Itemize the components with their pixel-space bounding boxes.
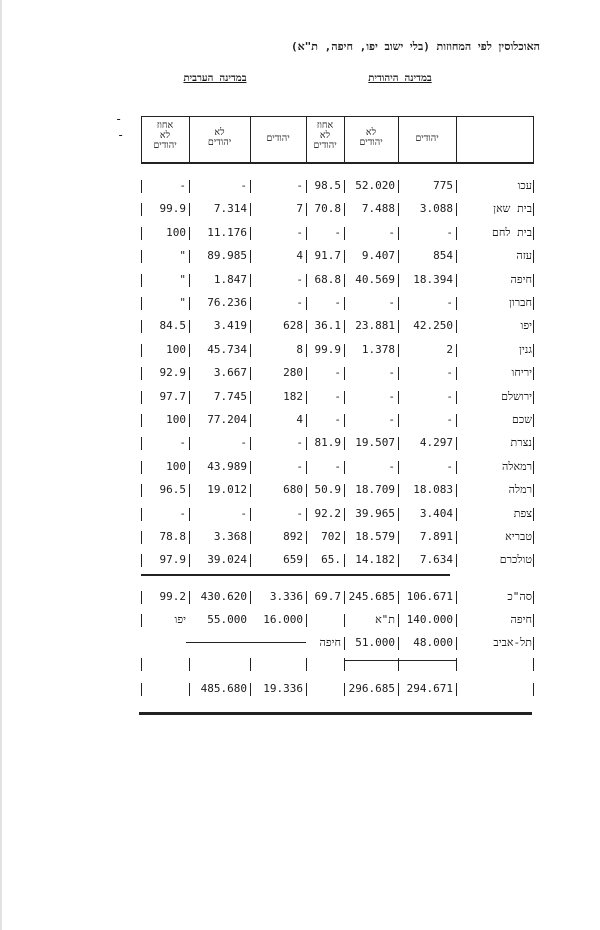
cell-a-pct: 92.9 bbox=[159, 366, 186, 379]
cell-separator bbox=[456, 508, 457, 521]
cell-separator bbox=[456, 227, 457, 240]
row-label: רמאלה bbox=[502, 460, 532, 473]
cell-jews: - bbox=[446, 296, 453, 309]
cell-jews: - bbox=[446, 366, 453, 379]
cell-separator bbox=[306, 614, 307, 627]
cell-a-non_jews: 7.745 bbox=[213, 390, 247, 403]
cell-separator bbox=[456, 614, 457, 627]
cell-separator bbox=[533, 591, 534, 604]
cell-a-pct: " bbox=[179, 296, 186, 309]
telaviv-separator bbox=[186, 642, 306, 643]
cell-a-jews: - bbox=[296, 436, 303, 449]
cell-non-jews: 23.881 bbox=[355, 319, 395, 332]
cell-a-pct: 78.8 bbox=[159, 530, 186, 543]
cell-separator bbox=[456, 391, 457, 404]
row-label: טבריא bbox=[505, 530, 532, 543]
row-label: גנין bbox=[519, 343, 532, 356]
cell-jews: - bbox=[446, 390, 453, 403]
header-top-rule bbox=[141, 116, 534, 117]
header-jews: יהודים bbox=[415, 133, 439, 144]
cell-a-jews: 659 bbox=[283, 553, 303, 566]
header-arab-jews: יהודים bbox=[266, 133, 290, 144]
row-label: עזה bbox=[516, 249, 532, 262]
margin-mark: - bbox=[115, 112, 123, 126]
cell-separator bbox=[533, 437, 534, 450]
cell-a-pct: 97.7 bbox=[159, 390, 186, 403]
cell-separator bbox=[456, 461, 457, 474]
cell-a-jews: - bbox=[296, 296, 303, 309]
arab-state-heading: במדינה הערבית bbox=[183, 73, 247, 84]
header-col-border bbox=[456, 116, 457, 163]
cell-pct: 70.8 bbox=[314, 202, 341, 215]
cell-a-pct: - bbox=[179, 507, 186, 520]
cell-a-non_jews: 43.989 bbox=[207, 460, 247, 473]
cell-separator bbox=[141, 683, 142, 696]
jewish-state-heading: במדינה היהודית bbox=[368, 73, 432, 84]
cell-pct: 99.9 bbox=[314, 343, 341, 356]
cell-separator bbox=[141, 658, 142, 671]
cell-a-pct: 100 bbox=[166, 413, 186, 426]
cell-a-pct: יפו bbox=[174, 613, 186, 626]
cell-a-pct: 97.9 bbox=[159, 553, 186, 566]
cell-jews: 7.634 bbox=[419, 553, 453, 566]
cell-pct: 65. bbox=[321, 553, 341, 566]
cell-non-jews: 14.182 bbox=[355, 553, 395, 566]
cell-separator bbox=[533, 203, 534, 216]
cell-a-non_jews: 11.176 bbox=[207, 226, 247, 239]
cell-non-jews: ת"א bbox=[375, 613, 395, 626]
cell-a-non_jews: - bbox=[240, 436, 247, 449]
cell-separator bbox=[456, 203, 457, 216]
cell-jews: 18.394 bbox=[413, 273, 453, 286]
totals-separator bbox=[141, 574, 450, 576]
row-label: תל-אביב bbox=[493, 636, 532, 649]
cell-separator bbox=[250, 658, 251, 671]
cell-a-non_jews: 45.734 bbox=[207, 343, 247, 356]
cell-separator bbox=[533, 180, 534, 193]
row-label: צפת bbox=[513, 507, 532, 520]
cell-non-jews: 19.507 bbox=[355, 436, 395, 449]
cell-separator bbox=[456, 683, 457, 696]
cell-separator bbox=[456, 320, 457, 333]
page-title: האוכלוסין לפי המחוזות (בלי ישוב יפו, חיפה, ת"א) bbox=[290, 40, 540, 53]
cell-a-non_jews: 76.236 bbox=[207, 296, 247, 309]
cell-pct: 50.9 bbox=[314, 483, 341, 496]
cell-separator bbox=[456, 414, 457, 427]
row-label: חיפה bbox=[510, 273, 532, 286]
cell-separator bbox=[456, 367, 457, 380]
cell-a-pct: 100 bbox=[166, 460, 186, 473]
cell-separator bbox=[533, 227, 534, 240]
cell-separator bbox=[456, 484, 457, 497]
cell-pct: 81.9 bbox=[314, 436, 341, 449]
cell-separator bbox=[533, 274, 534, 287]
cell-non-jews: 245.685 bbox=[348, 590, 395, 603]
cell-non-jews: - bbox=[388, 296, 395, 309]
cell-non-jews: 51.000 bbox=[355, 636, 395, 649]
row-label: טולכרם bbox=[499, 553, 532, 566]
cell-non-jews: 1.378 bbox=[361, 343, 395, 356]
cell-a-jews: - bbox=[296, 507, 303, 520]
cell-a-jews: 3.336 bbox=[269, 590, 303, 603]
cell-a-non_jews: 430.620 bbox=[200, 590, 247, 603]
cell-separator bbox=[533, 250, 534, 263]
cell-pct: 92.2 bbox=[314, 507, 341, 520]
cell-a-jews: - bbox=[296, 273, 303, 286]
cell-a-pct: - bbox=[179, 179, 186, 192]
cell-a-non_jews: 3.419 bbox=[213, 319, 247, 332]
cell-separator bbox=[533, 637, 534, 650]
cell-jews: 2 bbox=[446, 343, 453, 356]
cell-non-jews: 18.709 bbox=[355, 483, 395, 496]
cell-a-non_jews: 7.314 bbox=[213, 202, 247, 215]
cell-jews: 106.671 bbox=[406, 590, 453, 603]
cell-a-jews: - bbox=[296, 226, 303, 239]
cell-a-pct: 100 bbox=[166, 226, 186, 239]
cell-non-jews: 7.488 bbox=[361, 202, 395, 215]
cell-a-pct: 96.5 bbox=[159, 483, 186, 496]
cell-separator bbox=[533, 531, 534, 544]
cell-non-jews: 39.965 bbox=[355, 507, 395, 520]
cell-pct: - bbox=[334, 460, 341, 473]
cell-separator bbox=[456, 637, 457, 650]
cell-a-non_jews: 39.024 bbox=[207, 553, 247, 566]
grand-a-jews: 19.336 bbox=[263, 682, 303, 695]
cell-a-pct: 99.9 bbox=[159, 202, 186, 215]
cell-a-non_jews: 55.000 bbox=[207, 613, 247, 626]
cell-separator bbox=[533, 658, 534, 671]
cell-a-non_jews: 19.012 bbox=[207, 483, 247, 496]
cell-pct: 98.5 bbox=[314, 179, 341, 192]
cell-separator bbox=[533, 297, 534, 310]
row-label: חיפה bbox=[510, 613, 532, 626]
cell-pct: - bbox=[334, 390, 341, 403]
cell-separator bbox=[189, 658, 190, 671]
header-pct-non-jews: אחוז לא יהודים bbox=[313, 120, 337, 151]
cell-separator bbox=[533, 367, 534, 380]
row-label: ירושלם bbox=[501, 390, 532, 403]
cell-pct: - bbox=[334, 226, 341, 239]
cell-separator bbox=[456, 531, 457, 544]
cell-pct: 91.7 bbox=[314, 249, 341, 262]
cell-jews: 18.083 bbox=[413, 483, 453, 496]
cell-separator bbox=[456, 437, 457, 450]
cell-pct: 69.7 bbox=[314, 590, 341, 603]
cell-a-jews: 892 bbox=[283, 530, 303, 543]
cell-a-non_jews: 77.204 bbox=[207, 413, 247, 426]
cell-non-jews: - bbox=[388, 413, 395, 426]
cell-jews: 7.891 bbox=[419, 530, 453, 543]
cell-jews: - bbox=[446, 413, 453, 426]
grand-separator bbox=[344, 660, 456, 661]
cell-separator bbox=[533, 683, 534, 696]
cell-a-jews: 4 bbox=[296, 249, 303, 262]
row-label: נצרת bbox=[510, 436, 532, 449]
grand-non-jews: 296.685 bbox=[348, 682, 395, 695]
row-label: בית לחם bbox=[491, 226, 532, 239]
cell-a-non_jews: - bbox=[240, 507, 247, 520]
cell-separator bbox=[533, 391, 534, 404]
margin-mark: - bbox=[117, 128, 125, 142]
cell-separator bbox=[306, 658, 307, 671]
cell-separator bbox=[306, 683, 307, 696]
cell-non-jews: 9.407 bbox=[361, 249, 395, 262]
cell-non-jews: - bbox=[388, 226, 395, 239]
cell-separator bbox=[533, 508, 534, 521]
header-arab-pct-non-jews: אחוז לא יהודים bbox=[153, 120, 177, 151]
cell-a-non_jews: 1.847 bbox=[213, 273, 247, 286]
cell-a-non_jews: 3.667 bbox=[213, 366, 247, 379]
row-label: יפו bbox=[520, 319, 532, 332]
cell-jews: 4.297 bbox=[419, 436, 453, 449]
cell-a-jews: - bbox=[296, 179, 303, 192]
cell-a-non_jews: 3.368 bbox=[213, 530, 247, 543]
table-bottom-rule bbox=[139, 712, 532, 715]
cell-pct: - bbox=[334, 366, 341, 379]
cell-a-jews: - bbox=[296, 460, 303, 473]
cell-separator bbox=[456, 180, 457, 193]
cell-separator bbox=[456, 658, 457, 671]
cell-non-jews: 52.020 bbox=[355, 179, 395, 192]
cell-a-non_jews: - bbox=[240, 179, 247, 192]
cell-separator bbox=[533, 320, 534, 333]
row-label: חברון bbox=[509, 296, 532, 309]
cell-separator bbox=[533, 461, 534, 474]
row-label: בית שאן bbox=[493, 202, 532, 215]
cell-separator bbox=[456, 250, 457, 263]
cell-non-jews: - bbox=[388, 390, 395, 403]
cell-non-jews: 40.569 bbox=[355, 273, 395, 286]
cell-non-jews: - bbox=[388, 460, 395, 473]
cell-a-jews: 280 bbox=[283, 366, 303, 379]
header-non-jews: לא יהודים bbox=[359, 127, 383, 148]
header-bottom-rule bbox=[141, 162, 534, 164]
cell-a-jews: 680 bbox=[283, 483, 303, 496]
cell-jews: 775 bbox=[433, 179, 453, 192]
cell-pct: חיפה bbox=[319, 636, 341, 649]
cell-a-pct: 84.5 bbox=[159, 319, 186, 332]
row-label: עכו bbox=[517, 179, 532, 192]
cell-a-jews: 4 bbox=[296, 413, 303, 426]
cell-non-jews: 18.579 bbox=[355, 530, 395, 543]
cell-separator bbox=[456, 554, 457, 567]
cell-jews: 854 bbox=[433, 249, 453, 262]
cell-separator bbox=[456, 297, 457, 310]
cell-separator bbox=[533, 614, 534, 627]
cell-non-jews: - bbox=[388, 366, 395, 379]
cell-a-jews: 8 bbox=[296, 343, 303, 356]
cell-a-jews: 182 bbox=[283, 390, 303, 403]
cell-separator bbox=[456, 274, 457, 287]
cell-a-jews: 16.000 bbox=[263, 613, 303, 626]
cell-jews: 42.250 bbox=[413, 319, 453, 332]
cell-separator bbox=[533, 414, 534, 427]
cell-separator bbox=[456, 591, 457, 604]
cell-separator bbox=[456, 344, 457, 357]
header-arab-non-jews: לא יהודים bbox=[207, 127, 232, 148]
cell-separator bbox=[533, 554, 534, 567]
cell-separator bbox=[533, 344, 534, 357]
cell-jews: 3.088 bbox=[419, 202, 453, 215]
row-label: סה"כ bbox=[507, 590, 532, 603]
cell-pct: - bbox=[334, 296, 341, 309]
cell-jews: 48.000 bbox=[413, 636, 453, 649]
cell-a-pct: 99.2 bbox=[159, 590, 186, 603]
cell-a-jews: 7 bbox=[296, 202, 303, 215]
cell-jews: 3.404 bbox=[419, 507, 453, 520]
cell-a-pct: " bbox=[179, 249, 186, 262]
cell-pct: 36.1 bbox=[314, 319, 341, 332]
cell-a-pct: 100 bbox=[166, 343, 186, 356]
header-col-border bbox=[533, 116, 534, 163]
grand-jews: 294.671 bbox=[406, 682, 453, 695]
row-label: שכם bbox=[511, 413, 532, 426]
cell-pct: 702 bbox=[321, 530, 341, 543]
cell-jews: - bbox=[446, 226, 453, 239]
cell-jews: - bbox=[446, 460, 453, 473]
grand-a-non_jews: 485.680 bbox=[200, 682, 247, 695]
cell-pct: 68.8 bbox=[314, 273, 341, 286]
cell-separator bbox=[533, 484, 534, 497]
cell-a-pct: " bbox=[179, 273, 186, 286]
cell-jews: 140.000 bbox=[406, 613, 453, 626]
cell-pct: - bbox=[334, 413, 341, 426]
cell-a-non_jews: 89.985 bbox=[207, 249, 247, 262]
row-label: יריחו bbox=[511, 366, 532, 379]
cell-a-jews: 628 bbox=[283, 319, 303, 332]
row-label: רמלה bbox=[508, 483, 532, 496]
cell-a-pct: - bbox=[179, 436, 186, 449]
